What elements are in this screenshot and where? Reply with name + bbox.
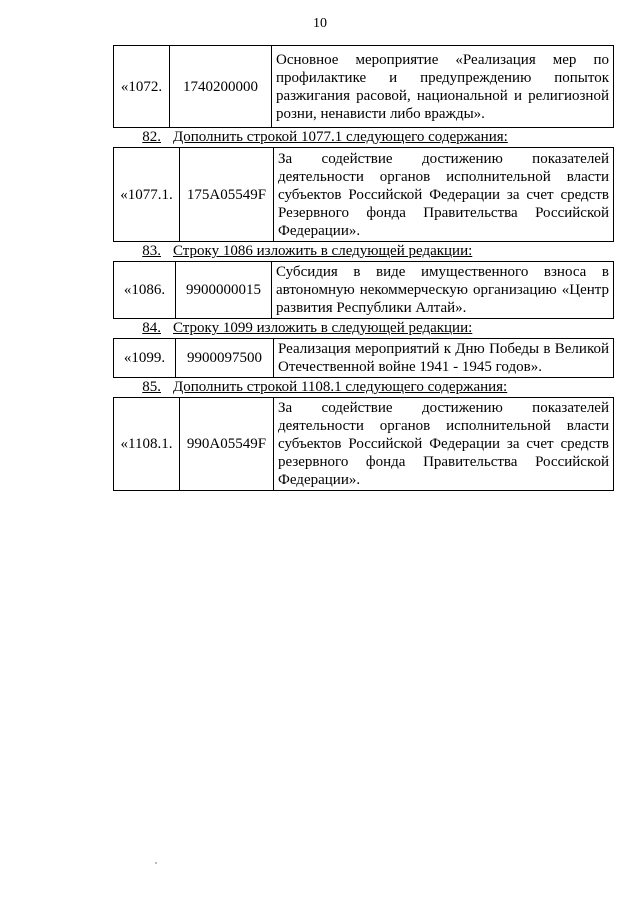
row-description: За содействие достижению показателей деятельности органов исполнительной власти субъектов Российской Федерации за счет средств резервного фонда Правительства Российской Федерации». bbox=[274, 398, 614, 491]
table-row-1086 bbox=[113, 261, 614, 319]
row-number: «1108.1. bbox=[114, 398, 180, 491]
row-description: Реализация мероприятий к Дню Победы в Великой Отечественной войне 1941 - 1945 годов». bbox=[274, 339, 614, 378]
instruction-85 bbox=[113, 378, 613, 397]
scan-speck bbox=[155, 862, 157, 864]
row-number: «1086. bbox=[114, 262, 176, 319]
document-body bbox=[113, 45, 613, 491]
row-description: Основное мероприятие «Реализация мер по профилактике и предупреждению попыток разжигания расовой, национальной и религиозной розни, ненависти либо вражды». bbox=[272, 46, 614, 128]
instruction-84 bbox=[113, 319, 613, 338]
row-description: За содействие достижению показателей деятельности органов исполнительной власти субъектов Российской Федерации за счет средств Резервного фонда Правительства Российской Федерации». bbox=[274, 148, 614, 242]
table-row-1077-1 bbox=[113, 147, 614, 242]
instruction-text: Строку 1086 изложить в следующей редакции: bbox=[173, 243, 473, 259]
row-number: «1072. bbox=[114, 46, 170, 128]
instruction-83 bbox=[113, 242, 613, 261]
table-row-1099 bbox=[113, 338, 614, 378]
instruction-text: Дополнить строкой 1077.1 следующего содержания: bbox=[173, 129, 508, 145]
budget-code: 9900000015 bbox=[176, 262, 272, 319]
page-number: 10 bbox=[313, 16, 327, 31]
table-row-1108-1 bbox=[113, 397, 614, 491]
instruction-number: 83. bbox=[142, 243, 161, 259]
instruction-82 bbox=[113, 128, 613, 147]
budget-code: 175А05549F bbox=[180, 148, 274, 242]
budget-code: 9900097500 bbox=[176, 339, 274, 378]
instruction-number: 82. bbox=[142, 129, 161, 145]
table-row-1072 bbox=[113, 45, 614, 128]
instruction-number: 85. bbox=[142, 379, 161, 395]
instruction-number: 84. bbox=[142, 320, 161, 336]
budget-code: 1740200000 bbox=[170, 46, 272, 128]
row-number: «1077.1. bbox=[114, 148, 180, 242]
row-number: «1099. bbox=[114, 339, 176, 378]
budget-code: 990А05549F bbox=[180, 398, 274, 491]
instruction-text: Дополнить строкой 1108.1 следующего содержания: bbox=[173, 379, 508, 395]
instruction-text: Строку 1099 изложить в следующей редакции: bbox=[173, 320, 473, 336]
row-description: Субсидия в виде имущественного взноса в автономную некоммерческую организацию «Центр развития Республики Алтай». bbox=[272, 262, 614, 319]
